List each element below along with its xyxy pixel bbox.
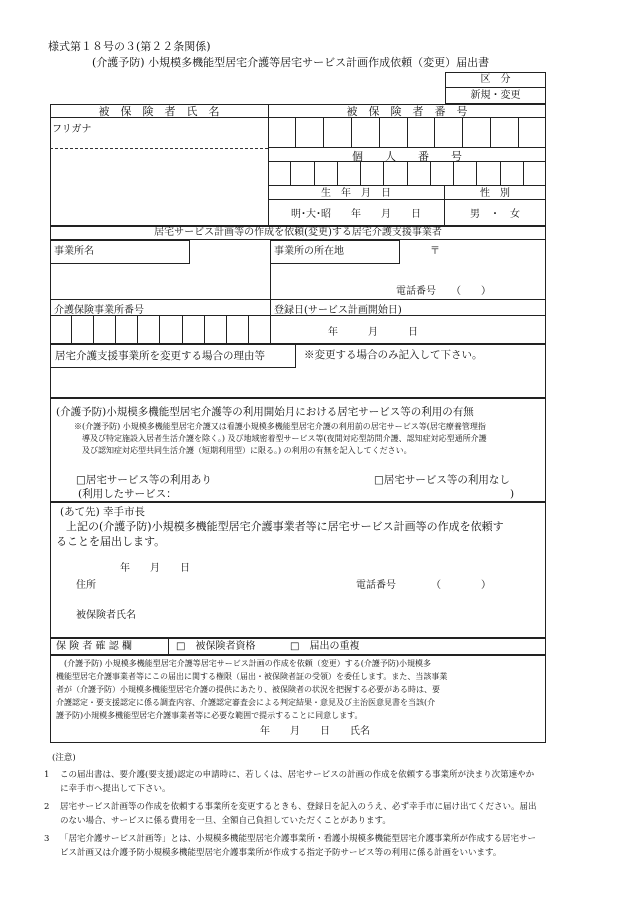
used-service-close: )	[510, 488, 515, 500]
provider-section-title: 居宅サービス計画等の作成を依頼(変更)する居宅介護支援事業者	[154, 227, 442, 238]
declaration-date[interactable]: 年 月 日	[120, 563, 190, 574]
change-reason-label: 居宅介護支援事業所を変更する場合の理由等	[55, 350, 265, 362]
usage-note-1: ※(介護予防) 小規模多機能型居宅介護又は看護小規模多機能型居宅介護の利用前の居宅サービス等(居宅療養管理指	[74, 422, 486, 431]
note-2-line-2: のない場合、サービスに係る費用を一旦、全額自己負担していただくことがあります。	[60, 816, 391, 826]
office-address-label: 事業所の所在地	[274, 246, 344, 257]
note-1-line-2: に幸手市へ提出して下さい。	[60, 784, 171, 794]
office-phone[interactable]: 電話番号 （ ）	[396, 286, 491, 297]
office-name-label: 事業所名	[54, 246, 94, 257]
registration-date-label: 登録日(サービス計画開始日)	[274, 305, 402, 316]
applicant-address-label: 住所	[76, 580, 96, 591]
usage-note-2: 導及び特定施設入居者生活介護を除く。) 及び地域密着型サービス等(夜間対応型訪問介護、認知症対応型通所介護	[82, 434, 487, 443]
change-reason-note: ※変更する場合のみ記入して下さい。	[304, 349, 483, 361]
registration-date-value[interactable]: 年 月 日	[328, 327, 418, 338]
confirm-qualification-checkbox[interactable]: □ 被保険者資格	[176, 641, 256, 652]
note-1-line-1: この届出書は、要介護(要支援)認定の申請時に、若しくは、居宅サービスの計画の作成を依頼する事業所が決まり次第速やか	[60, 770, 535, 780]
postal-mark: 〒	[430, 246, 440, 257]
kubun-label: 区 分	[480, 74, 511, 85]
sex-label: 性 別	[480, 188, 510, 199]
personal-number-label: 個 人 番 号	[352, 150, 462, 163]
consent-line-5: 護予防)小規模多機能型居宅介護事業者等に必要な範囲で提示することに同意します。	[56, 711, 363, 720]
note-3-line-1: 「居宅介護サービス計画等」とは、小規模多機能型居宅介護事業所・看護小規模多機能型居宅介護事業所が作成する居宅サー	[60, 834, 537, 844]
usage-no-checkbox[interactable]: □居宅サービス等の利用なし	[374, 474, 510, 486]
confirm-label: 保 険 者 確 認 欄	[56, 641, 132, 652]
birth-label: 生 年 月 日	[321, 188, 391, 199]
consent-signature[interactable]: 年 月 日 氏名	[260, 726, 370, 737]
usage-yes-checkbox[interactable]: □居宅サービス等の利用あり	[76, 474, 212, 486]
form-title: (介護予防) 小規模多機能型居宅介護等居宅サービス計画作成依頼（変更）届出書	[92, 56, 490, 69]
applicant-phone[interactable]: 電話番号 （ ）	[356, 580, 491, 591]
used-service-label: (利用したサービス：	[78, 488, 177, 500]
note-1-number: 1	[44, 770, 50, 780]
addressee: (あて先) 幸手市長	[60, 506, 146, 518]
consent-line-1: (介護予防) 小規模多機能型居宅介護等居宅サービス計画の作成を依頼（変更）する(介護予防)小規模多	[64, 659, 432, 668]
confirm-duplicate-checkbox[interactable]: □ 届出の重複	[290, 641, 360, 652]
consent-line-3: 者が（介護予防）小規模多機能型居宅介護の提供にあたり、被保険者の状況を把握する必要がある時は、要	[56, 685, 440, 694]
consent-line-2: 機能型居宅介護事業者等にこの届出に関する権限（届出・被保険者証の受領）を委任します。また、当該事業	[56, 672, 448, 681]
declaration-body-1: 上記の(介護予防)小規模多機能型居宅介護事業者等に居宅サービス計画等の作成を依頼す	[66, 520, 504, 533]
form-number: 様式第１８号の３(第２２条関係)	[48, 40, 211, 53]
applicant-name-label: 被保険者氏名	[76, 610, 136, 621]
note-3-number: 3	[44, 834, 50, 844]
usage-heading: (介護予防)小規模多機能型居宅介護等の利用開始月における居宅サービス等の利用の有無	[56, 406, 474, 418]
declaration-body-2: ることを届出します。	[56, 535, 166, 548]
notes-heading: (注意)	[52, 753, 76, 763]
kubun-value: 新規・変更	[470, 90, 521, 101]
note-2-line-1: 居宅サービス計画等の作成を依頼する事業所を変更するときも、登録日を記入のうえ、必ず幸手市に届け出てください。届出	[60, 802, 537, 812]
usage-note-3: 及び認知症対応型共同生活介護（短期利用型）に限る。) の利用の有無を記入してください。	[82, 446, 412, 455]
note-2-number: 2	[44, 802, 50, 812]
sex-value[interactable]: 男 ・ 女	[470, 209, 520, 220]
insured-name-label: 被 保 険 者 氏 名	[98, 105, 220, 118]
birth-value[interactable]: 明･大･昭 年 月 日	[291, 209, 421, 220]
furigana-label: フリガナ	[52, 124, 92, 135]
consent-line-4: 介護認定・要支援認定に係る調査内容、介護認定審査会による判定結果・意見及び主治医意見書を当該(介	[56, 698, 436, 707]
note-3-line-2: ビス計画又は介護予防小規模多機能型居宅介護事業所が作成する指定予防サービス等の利用に係る計画をいいます。	[60, 848, 502, 858]
office-number-label: 介護保険事業所番号	[54, 305, 144, 316]
office-number-cells[interactable]	[50, 316, 270, 344]
insured-number-label: 被 保 険 者 番 号	[346, 105, 468, 118]
